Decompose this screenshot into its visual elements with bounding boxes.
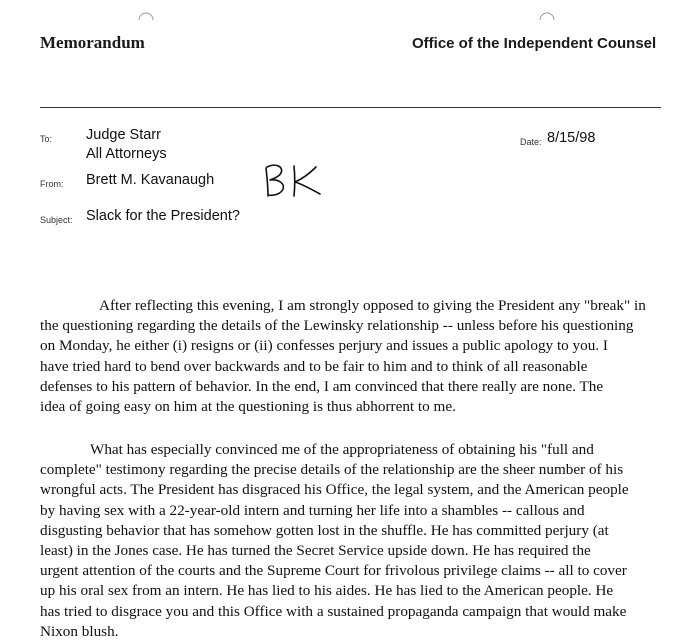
paragraph-line: have tried hard to bend over backwards and to be fair to him and to think of all reasonable bbox=[40, 357, 588, 375]
paragraph-line: wrongful acts. The President has disgraced his Office, the legal system, and the American people bbox=[40, 481, 629, 499]
from-value: Brett M. Kavanaugh bbox=[86, 172, 215, 188]
from-label: From: bbox=[40, 179, 64, 189]
paragraph-line: What has especially convinced me of the appropriateness of obtaining his "full and bbox=[90, 441, 594, 458]
body-paragraph-1 bbox=[40, 296, 665, 417]
office-title: Office of the Independent Counsel bbox=[412, 35, 657, 52]
memo-title: Memorandum bbox=[40, 33, 145, 52]
to-label: To: bbox=[40, 134, 53, 144]
paragraph-line: least) in the Jones case. He has turned the Secret Service upside down. He has required the bbox=[40, 542, 591, 560]
body-paragraph-2 bbox=[40, 440, 665, 642]
paragraph-line: up his oral sex from an intern. He has lied to his aides. He has lied to the American people. He bbox=[40, 582, 614, 600]
to-recipient-2: All Attorneys bbox=[86, 146, 167, 162]
paragraph-line: defenses to his pattern of behavior. In the end, I am convinced that there really are none. The bbox=[40, 377, 604, 395]
paragraph-line: the questioning regarding the details of the Lewinsky relationship -- unless before his questioning bbox=[40, 317, 634, 335]
paragraph-line: idea of going easy on him at the questioning is thus abhorrent to me. bbox=[40, 398, 456, 416]
paragraph-line: on Monday, he either (i) resigns or (ii) confesses perjury and issues a public apology to you. I bbox=[40, 337, 608, 355]
subject-value: Slack for the President? bbox=[86, 208, 240, 224]
paragraph-line: complete" testimony regarding the precise details of the relationship are the sheer number of his bbox=[40, 461, 624, 479]
paragraph-line: disgusting behavior that has somehow gotten lost in the shuffle. He has committed perjury (at bbox=[40, 521, 609, 539]
paragraph-line: urgent attention of the courts and the Supreme Court for frivolous privilege claims -- all to cover bbox=[40, 562, 627, 580]
paragraph-line: Nixon blush. bbox=[40, 622, 119, 640]
date-label: Date: bbox=[520, 137, 542, 147]
paragraph-line: has tried to disgrace you and this Office with a sustained propaganda campaign that would make bbox=[40, 602, 627, 620]
handwritten-initials-signature bbox=[262, 162, 324, 200]
subject-label: Subject: bbox=[40, 215, 73, 225]
header-divider bbox=[40, 107, 661, 108]
paragraph-line: by having sex with a 22-year-old intern and turning her life into a shambles -- callous and bbox=[40, 501, 585, 519]
punch-hole-right bbox=[538, 4, 556, 22]
to-recipient-1: Judge Starr bbox=[86, 127, 161, 143]
punch-hole-left bbox=[137, 4, 155, 22]
date-value: 8/15/98 bbox=[547, 130, 596, 146]
paragraph-line: After reflecting this evening, I am strongly opposed to giving the President any "break" in bbox=[99, 297, 646, 314]
